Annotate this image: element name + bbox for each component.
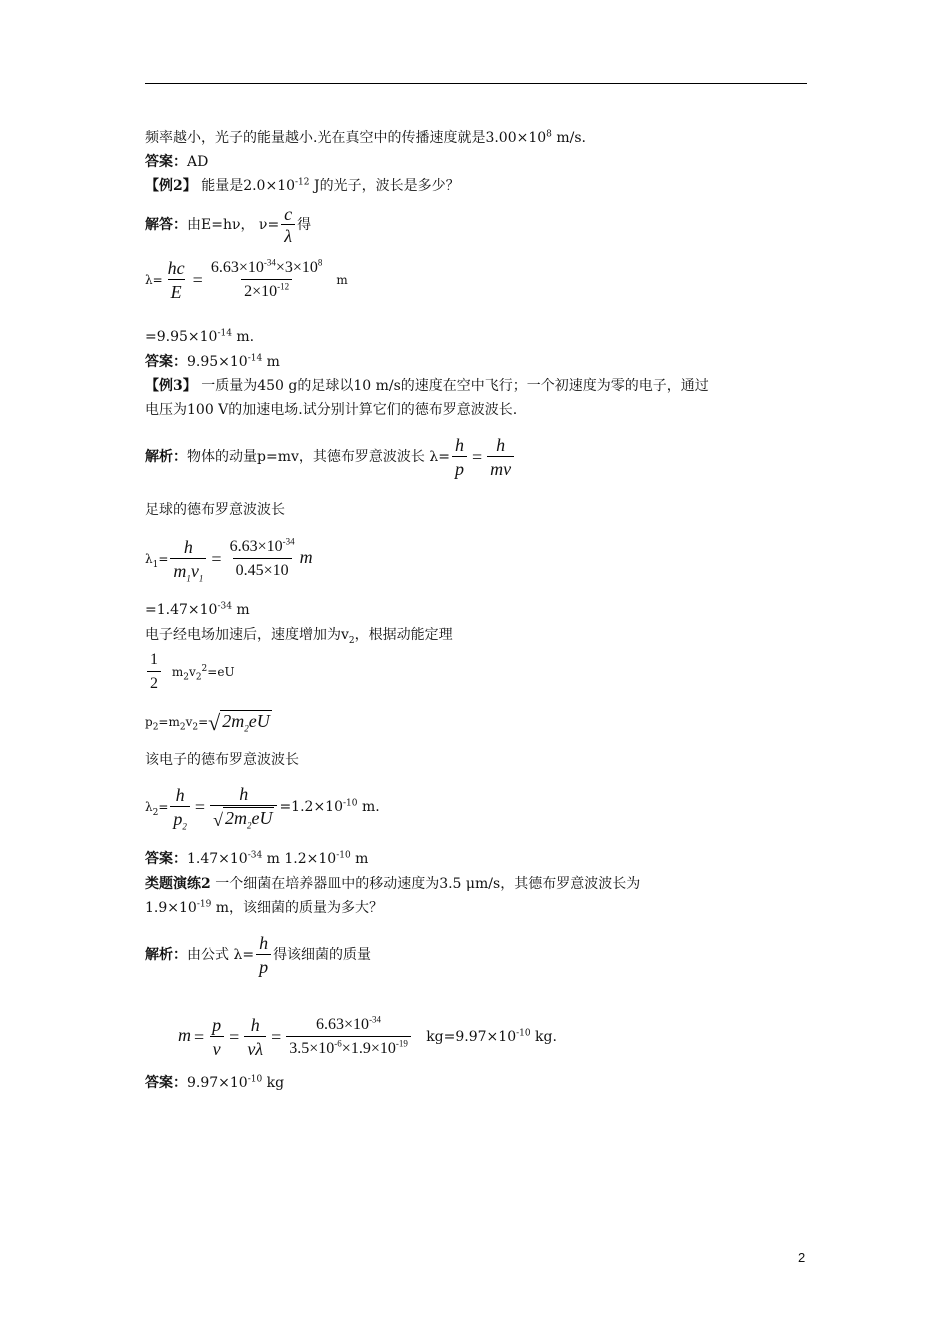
answer-label: 答案： [145,851,187,867]
denominator: 0.45×10 [233,558,292,581]
numerator: h [259,933,269,953]
text: 由公式 λ= [187,947,255,963]
denominator: vλ [244,1036,266,1059]
text: 电子经电场加速后，速度增加为v [145,627,349,643]
text-line-1 [145,128,586,148]
fraction-h-mv [487,435,514,479]
text: =9.95×10 [145,329,218,345]
numerator [227,537,298,558]
solution-label: 解析： [145,947,187,963]
denominator [241,279,292,302]
numerator [208,258,326,279]
answer-4 [145,1073,284,1093]
text: 1.47×10 [187,851,248,867]
numerator: h [239,784,249,804]
momentum-eq [145,706,272,738]
equation-3 [145,532,313,584]
text: 该电子的德布罗意波波长 [145,752,299,768]
sup: -34 [369,1014,382,1025]
equals: = [194,797,206,817]
equation-2 [145,255,348,305]
fraction-h-p [452,435,467,479]
text: kg [262,1075,285,1091]
fraction-value [208,258,326,302]
solution-3 [145,432,516,482]
sub: 2 [246,820,252,831]
text: 一质量为450 g的足球以10 m/s的速度在空中飞行；一个初速度为零的电子，通过 [196,378,709,394]
text: 物体的动量p=mv，其德布罗意波波长 λ= [187,449,450,465]
fraction-value [227,537,298,581]
text: eU [251,808,273,828]
text: 2m [224,808,247,828]
radicand [220,710,272,734]
text: m，该细菌的质量为多大？ [211,900,384,916]
denominator: p [256,954,271,977]
text: m/s. [551,130,586,146]
text: m [171,665,184,679]
result-2 [145,327,254,347]
denominator: mv [487,456,514,479]
equals: = [271,1027,282,1047]
text: 1.9×10 [145,900,197,916]
text: m. [357,799,380,815]
sup: -34 [282,536,295,547]
lhs: λ [145,800,153,814]
fraction-value [286,1015,411,1059]
sup: -12 [277,281,290,292]
text: 一个细菌在培养器皿中的移动速度为3.5 μm/s，其德布罗意波波长为 [210,876,641,892]
sup: -19 [395,1038,408,1049]
fraction-hc-E [165,258,188,302]
text: 足球的德布罗意波波长 [145,502,285,518]
answer-1 [145,152,208,172]
example-3-line-2 [145,400,517,420]
unit: m [336,273,348,287]
fraction-h-vl [244,1015,266,1059]
text: m [173,561,187,581]
lhs: λ= [145,273,163,287]
sub: 2 [192,722,199,733]
p2-expr [145,715,209,733]
sup: -10 [343,798,358,809]
sub: 2 [179,722,186,733]
fraction-h-sqrt [210,784,277,830]
numerator: p [212,1015,222,1035]
example-label: 【例2】 [145,178,197,194]
lhs: λ [145,552,153,566]
page-number: 2 [798,1250,806,1265]
sup: -34 [263,257,276,268]
sub: 1 [198,573,204,584]
text: ，根据动能定理 [354,627,453,643]
text: 3.5×10 [289,1040,335,1057]
numerator: 1 [150,651,158,668]
text: ×1.9×10 [341,1040,396,1057]
fraction-p-v [209,1015,224,1059]
radicand [223,807,275,831]
sub: 1 [186,573,191,584]
text: 9.97×10 [187,1075,248,1091]
text: ×3×10 [275,259,318,276]
solution-4 [145,930,371,980]
radical-sign: √ [208,710,221,735]
sup: -14 [217,328,232,339]
text: 能量是2.0×10 [196,178,296,194]
example-2 [145,176,460,196]
lhs: m [178,1025,191,1045]
sup: -34 [247,850,263,861]
numerator: h [496,435,506,455]
fraction-c-lambda [281,205,295,245]
answer-2 [145,352,280,372]
unit: m [299,547,313,567]
fraction-h-p2 [170,785,190,832]
fraction-half [147,650,161,694]
text: 6.63×10 [210,259,264,276]
numerator: c [284,204,293,224]
text: m [231,602,250,618]
sup: -12 [295,177,310,188]
text: eU [248,711,270,731]
lhs-eq: = [158,552,169,566]
sup: -10 [516,1028,531,1039]
text: v [189,665,196,679]
sup: 8 [317,257,323,268]
sup: -6 [334,1038,342,1049]
denominator [170,806,190,832]
sub: 2 [152,722,159,733]
fraction-h-p [256,933,271,977]
text: 频率越小，光子的能量越小.光在真空中的传播速度就是3.00×10 [145,130,547,146]
text: 2m [222,711,245,731]
text: 2×10 [244,283,278,300]
text: p [173,809,183,829]
equals: = [211,549,222,569]
equals: = [471,447,483,467]
drill-line-2 [145,898,383,918]
text: =1.47×10 [145,602,218,618]
equation-4 [145,780,380,834]
denominator: p [452,456,467,479]
equals: = [192,270,203,290]
example-label: 【例3】 [145,378,197,394]
denominator [210,805,277,830]
text: = [198,715,209,729]
denominator: 2 [147,671,161,694]
answer-label: 答案： [145,1075,187,1091]
numerator [313,1015,384,1036]
text: m. [231,329,255,345]
denominator [286,1036,411,1059]
result [279,799,379,815]
solution-2 [145,203,311,247]
text: =eU [207,665,235,679]
answer-value: AD [187,154,209,170]
numerator: h [183,537,193,557]
text: 电压为100 V的加速电场.试分别计算它们的德布罗意波波长. [145,402,518,418]
text: m 1.2×10 [262,851,337,867]
result-3 [145,600,250,620]
text: 6.63×10 [229,538,283,555]
numerator: h [250,1015,260,1035]
lhs-eq: = [158,800,169,814]
answer-3 [145,849,368,869]
example-3-line-1 [145,376,709,396]
text: v [190,561,199,581]
electron-text [145,625,453,645]
equals: = [194,1027,205,1047]
kinetic-energy-eq [145,648,235,696]
sub: 2 [183,672,190,683]
text: m [350,851,369,867]
sup: -10 [336,850,351,861]
numerator: h [175,785,185,805]
solution-label: 解析： [145,449,187,465]
equals: = [229,1027,240,1047]
numerator: hc [167,258,185,278]
text: kg. [530,1029,557,1045]
solution-label: 解答： [145,217,187,233]
sup: -19 [196,899,212,910]
denominator: λ [281,224,295,245]
sup: 8 [546,129,552,140]
text: 得该细菌的质量 [273,947,372,963]
denominator: E [168,279,185,302]
answer-label: 答案： [145,354,187,370]
denominator [170,558,206,584]
sub: 2 [182,821,187,832]
text: J的光子，波长是多少？ [309,178,460,194]
text: 9.95×10 [187,354,248,370]
result [426,1029,557,1045]
denominator: v [210,1036,224,1059]
text: p [145,715,153,729]
sub: 1 [152,559,159,570]
text: m [262,354,280,370]
text: =m [158,715,180,729]
text: 6.63×10 [316,1016,370,1033]
equation-5 [178,1008,557,1064]
sub: 2 [244,723,249,734]
sqrt-2m2eU [213,808,274,830]
header-rule [145,83,807,84]
sup: -34 [217,601,232,612]
electron-wave-text [145,750,299,770]
ball-text [145,500,285,520]
text: 得 [297,217,312,233]
drill-label: 类题演练2 [145,876,211,892]
ke-expr [171,664,235,683]
sup: 2 [201,664,208,674]
sqrt-2m2eU [208,706,272,738]
sup: -10 [247,1074,263,1085]
drill-line-1 [145,874,640,894]
numerator: h [454,435,464,455]
sup: -14 [247,353,263,364]
text: kg=9.97×10 [426,1029,517,1045]
sub: 2 [348,635,355,646]
text: =1.2×10 [279,799,343,815]
text: v [185,715,193,729]
text: 由E=hν， ν= [187,217,280,233]
fraction-h-m1v1 [170,537,206,584]
radical-sign: √ [213,810,223,830]
sub: 2 [195,672,202,683]
sub: 2 [152,807,159,818]
answer-label: 答案： [145,154,187,170]
